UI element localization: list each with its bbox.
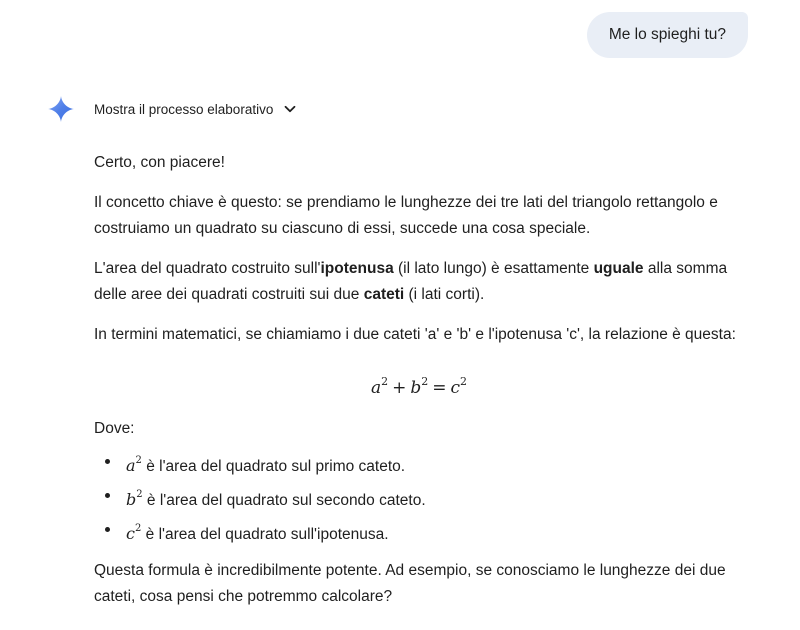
response-paragraph: L'area del quadrato costruito sull'ipotenusa (il lato lungo) è esattamente uguale alla somma delle aree dei quadrati costruiti sui due cateti (i lati corti).	[94, 260, 728, 303]
bold-term-cateti: cateti	[363, 286, 405, 303]
bold-term-ipotenusa: ipotenusa	[320, 260, 394, 277]
assistant-header	[48, 96, 297, 122]
user-message-bubble	[587, 12, 748, 58]
list-item: $c^2$ è l'area del quadrato sull'ipotenusa.	[94, 512, 744, 546]
response-paragraph: Dove:	[94, 420, 135, 437]
chevron-down-icon	[283, 102, 297, 116]
pythagorean-formula: $a^2 + b^2 = c^2$	[370, 375, 468, 398]
response-paragraph: Certo, con piacere!	[94, 154, 225, 171]
list-item: $b^2$ è l'area del quadrato sul secondo cateto.	[94, 478, 744, 512]
gemini-spark-icon	[48, 96, 74, 122]
response-paragraph: Il concetto chiave è questo: se prendiamo le lunghezze dei tre lati del triangolo rettangolo e costruiamo un quadrato su ciascuno di essi, succede una cosa speciale.	[94, 194, 718, 237]
response-paragraph: Questa formula è incredibilmente potente. Ad esempio, se conosciamo le lunghezze dei due cateti, cosa pensi che potremmo calcolare?	[94, 562, 726, 605]
user-message-text: Me lo spieghi tu?	[608, 26, 726, 43]
response-paragraph: In termini matematici, se chiamiamo i due cateti 'a' e 'b' e l'ipotenusa 'c', la relazione è questa:	[94, 326, 736, 343]
list-item: $a^2$ è l'area del quadrato sul primo cateto.	[94, 444, 744, 478]
show-thinking-label: Mostra il processo elaborativo	[94, 101, 274, 117]
assistant-response	[94, 150, 744, 624]
bold-term-uguale: uguale	[593, 260, 644, 277]
definition-list	[94, 444, 744, 546]
show-thinking-toggle[interactable]	[94, 102, 297, 117]
